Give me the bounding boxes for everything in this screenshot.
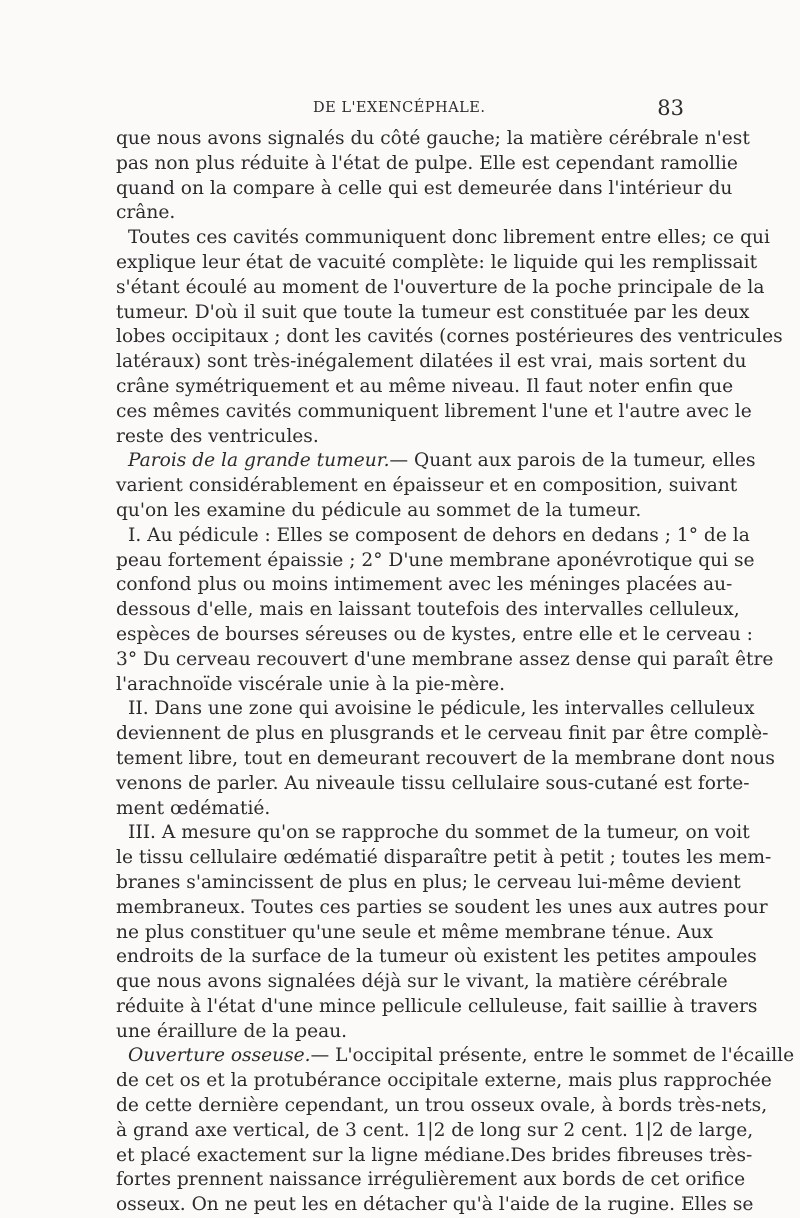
text-line: reste des ventricules. — [116, 425, 319, 447]
text-line: réduite à l'état d'une mince pellicule celluleuse, fait saillie à travers — [116, 995, 758, 1017]
text-line: fortes prennent naissance irrégulièrement aux bords de cet orifice — [116, 1169, 746, 1191]
text-run: — L'occipital présente, entre le sommet de l'écaille — [310, 1045, 795, 1067]
text-line: pas non plus réduite à l'état de pulpe. Elle est cependant ramollie — [116, 152, 738, 174]
text-line: membraneux. Toutes ces parties se soudent les unes aux autres pour — [116, 896, 768, 918]
text-line — [116, 449, 756, 474]
paragraph — [116, 449, 756, 523]
text-run: — Quant aux parois de la tumeur, elles — [389, 450, 756, 472]
text-line: ne plus constituer qu'une seule et même membrane ténue. Aux — [116, 921, 713, 943]
text-line: l'arachnoïde viscérale unie à la pie-mère. — [116, 673, 506, 695]
text-line: 3° Du cerveau recouvert d'une membrane assez dense qui paraît être — [116, 648, 774, 670]
text-line: deviennent de plus en plusgrands et le cerveau finit par être complè- — [116, 723, 769, 745]
page-header — [118, 96, 684, 126]
text-line: dessous d'elle, mais en laissant toutefois des intervalles celluleux, — [116, 599, 740, 621]
text-line: lobes occipitaux ; dont les cavités (cornes postérieures des ventricules — [116, 326, 783, 348]
text-line: à grand axe vertical, de 3 cent. 1|2 de long sur 2 cent. 1|2 de large, — [116, 1119, 754, 1141]
body-text — [116, 127, 795, 1218]
section-heading: Ouverture osseuse. — [128, 1045, 311, 1067]
text-line: latéraux) sont très-inégalement dilatées il est vrai, mais sortent du — [116, 351, 747, 373]
text-line: branes s'amincissent de plus en plus; le cerveau lui-même devient — [116, 871, 741, 893]
paragraph — [116, 226, 783, 449]
text-line: que nous avons signalés du côté gauche; la matière cérébrale n'est — [116, 128, 750, 149]
text-line: ment œdématié. — [116, 797, 271, 819]
text-line: quand on la compare à celle qui est demeurée dans l'intérieur du — [116, 177, 733, 199]
text-line: endroits de la surface de la tumeur où existent les petites ampoules — [116, 946, 757, 968]
text-line: tement libre, tout en demeurant recouvert de la membrane dont nous — [116, 747, 775, 769]
paragraph — [116, 697, 775, 821]
text-line: varient considérablement en épaisseur et en composition, suivant — [116, 475, 738, 497]
text-line: crâne. — [116, 202, 176, 224]
text-line: crâne symétriquement et au même niveau. Il faut noter enfin que — [116, 375, 734, 397]
running-title: DE L'EXENCÉPHALE. — [313, 100, 486, 116]
text-line: II. Dans une zone qui avoisine le pédicule, les intervalles celluleux — [128, 698, 755, 720]
text-line: s'étant écoulé au moment de l'ouverture de la poche principale de la — [116, 276, 765, 298]
text-line: III. A mesure qu'on se rapproche du sommet de la tumeur, on voit — [128, 822, 750, 844]
text-line: ces mêmes cavités communiquent librement l'une et l'autre avec le — [116, 400, 752, 422]
text-line: peau fortement épaissie ; 2° D'une membrane aponévrotique qui se — [116, 549, 755, 571]
text-line: et placé exactement sur la ligne médiane.Des brides fibreuses très- — [116, 1144, 753, 1166]
text-line: qu'on les examine du pédicule au sommet de la tumeur. — [116, 499, 642, 521]
text-line: I. Au pédicule : Elles se composent de dehors en dedans ; 1° de la — [128, 524, 750, 546]
page-number: 83 — [657, 96, 684, 120]
text-line: que nous avons signalées déjà sur le vivant, la matière cérébrale — [116, 971, 728, 993]
text-line: venons de parler. Au niveaule tissu cellulaire sous-cutané est forte- — [116, 772, 750, 794]
text-line: Toutes ces cavités communiquent donc librement entre elles; ce qui — [128, 227, 770, 249]
text-line: espèces de bourses séreuses ou de kystes, entre elle et le cerveau : — [116, 623, 753, 645]
text-line: tumeur. D'où il suit que toute la tumeur est constituée par les deux — [116, 301, 750, 323]
paragraph — [116, 127, 750, 226]
text-line: explique leur état de vacuité complète: le liquide qui les remplissait — [116, 251, 758, 273]
text-line: une éraillure de la peau. — [116, 1020, 348, 1042]
paragraph — [116, 821, 772, 1044]
paragraph — [116, 524, 774, 698]
text-line: de cette dernière cependant, un trou osseux ovale, à bords très-nets, — [116, 1095, 768, 1117]
text-line: de cet os et la protubérance occipitale externe, mais plus rapprochée — [116, 1070, 772, 1092]
paragraph — [116, 1044, 795, 1218]
text-line: confond plus ou moins intimement avec les méninges placées au- — [116, 574, 733, 596]
text-line — [116, 1044, 795, 1069]
section-heading: Parois de la grande tumeur. — [128, 450, 390, 472]
text-line: osseux. On ne peut les en détacher qu'à l'aide de la rugine. Elles se — [116, 1194, 754, 1216]
text-line: le tissu cellulaire œdématié disparaître petit à petit ; toutes les mem- — [116, 847, 772, 869]
